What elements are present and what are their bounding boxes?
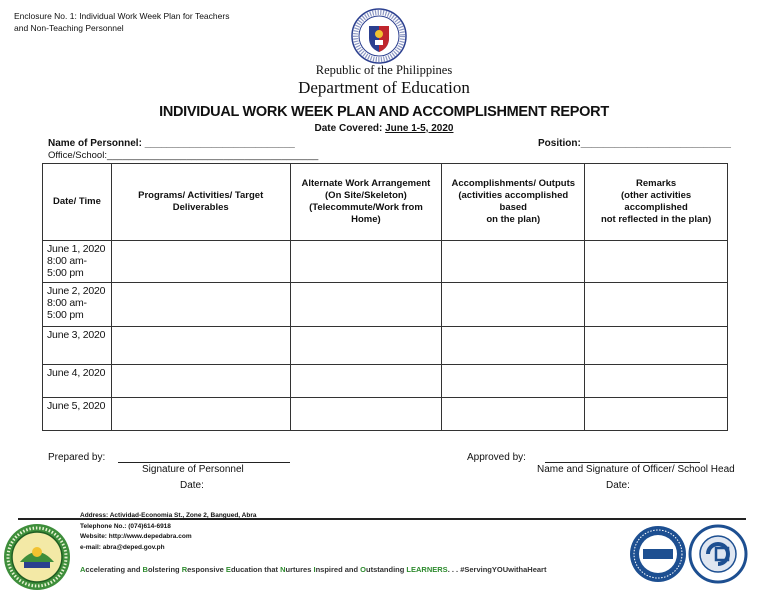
certified-management-system-badge-icon	[688, 524, 748, 584]
work-week-table	[42, 163, 728, 431]
header-remarks: Remarks (other activities accomplished not reflected in the plan)	[585, 164, 728, 241]
date-cell: June 4, 2020	[43, 365, 112, 398]
header-date-time: Date/ Time	[43, 164, 112, 241]
work-arrangement-cell[interactable]	[290, 365, 442, 398]
department-heading: Department of Education	[298, 78, 470, 97]
header-alternate-work: Alternate Work Arrangement (On Site/Skeleton) (Telecommute/Work from Home)	[290, 164, 442, 241]
footer-tagline: Accelerating and Bolstering Responsive Education that Nurtures Inspired and Outstanding LEARNERS. . . #ServingYOUwithaHeart	[80, 565, 547, 574]
remarks-cell[interactable]	[585, 365, 728, 398]
accomplishments-cell[interactable]	[442, 398, 585, 431]
programs-cell[interactable]	[111, 283, 290, 327]
deped-seal-icon	[351, 8, 407, 64]
date-right-label: Date:	[606, 480, 630, 491]
table-row	[43, 241, 728, 283]
date-covered	[0, 123, 768, 134]
accomplishments-cell[interactable]	[442, 241, 585, 283]
work-arrangement-cell[interactable]	[290, 283, 442, 327]
table-row	[43, 283, 728, 327]
division-seal-icon	[2, 522, 72, 592]
header-programs: Programs/ Activities/ Target Deliverables	[111, 164, 290, 241]
date-cell: June 1, 2020 8:00 am- 5:00 pm	[43, 241, 112, 283]
programs-cell[interactable]	[111, 365, 290, 398]
remarks-cell[interactable]	[585, 283, 728, 327]
approved-signature-line[interactable]	[545, 462, 700, 463]
work-arrangement-cell[interactable]	[290, 398, 442, 431]
enclosure-line-2: and Non-Teaching Personnel	[14, 23, 124, 33]
enclosure-line-1: Enclosure No. 1: Individual Work Week Plan for Teachers	[14, 11, 230, 21]
remarks-cell[interactable]	[585, 327, 728, 365]
date-cell: June 2, 2020 8:00 am- 5:00 pm	[43, 283, 112, 327]
enclosure-note	[14, 10, 254, 34]
programs-cell[interactable]	[111, 241, 290, 283]
footer-contact	[80, 511, 257, 553]
personnel-name-field[interactable]: Name of Personnel: ___________________________	[48, 138, 295, 149]
date-cell: June 3, 2020	[43, 327, 112, 365]
republic-heading: Republic of the Philippines	[315, 63, 453, 77]
date-covered-value: June 1-5, 2020	[385, 123, 454, 134]
accomplishments-cell[interactable]	[442, 327, 585, 365]
approved-by-label: Approved by:	[467, 452, 526, 463]
remarks-cell[interactable]	[585, 398, 728, 431]
work-arrangement-cell[interactable]	[290, 241, 442, 283]
footer-website[interactable]: Website: http://www.depedabra.com	[80, 533, 192, 540]
signature-personnel-label: Signature of Personnel	[142, 464, 244, 475]
office-school-field[interactable]: Office/School:________________________________________	[48, 150, 319, 161]
prepared-by-label: Prepared by:	[48, 452, 106, 463]
footer-address: Address: Actividad-Economia St., Zone 2, Bangued, Abra	[80, 512, 257, 519]
programs-cell[interactable]	[111, 327, 290, 365]
table-row	[43, 365, 728, 398]
programs-cell[interactable]	[111, 398, 290, 431]
header-accomplishments: Accomplishments/ Outputs (activities accomplished based on the plan)	[442, 164, 585, 241]
certified-iqnet-badge-icon	[628, 524, 688, 584]
table-header-row	[43, 164, 728, 241]
date-left-label: Date:	[180, 480, 204, 491]
signature-officer-label: Name and Signature of Officer/ School Head	[537, 464, 735, 475]
date-covered-label: Date Covered:	[314, 123, 383, 134]
accomplishments-cell[interactable]	[442, 365, 585, 398]
prepared-signature-line[interactable]	[118, 462, 290, 463]
table-row	[43, 327, 728, 365]
table-row	[43, 398, 728, 431]
position-field[interactable]: Position:___________________________	[538, 138, 731, 149]
report-title: INDIVIDUAL WORK WEEK PLAN AND ACCOMPLISHMENT REPORT	[159, 104, 609, 120]
footer-telephone: Telephone No.: (074)614-6918	[80, 522, 171, 530]
footer-email[interactable]: e-mail: abra@deped.gov.ph	[80, 543, 165, 551]
remarks-cell[interactable]	[585, 241, 728, 283]
work-arrangement-cell[interactable]	[290, 327, 442, 365]
date-cell: June 5, 2020	[43, 398, 112, 431]
accomplishments-cell[interactable]	[442, 283, 585, 327]
